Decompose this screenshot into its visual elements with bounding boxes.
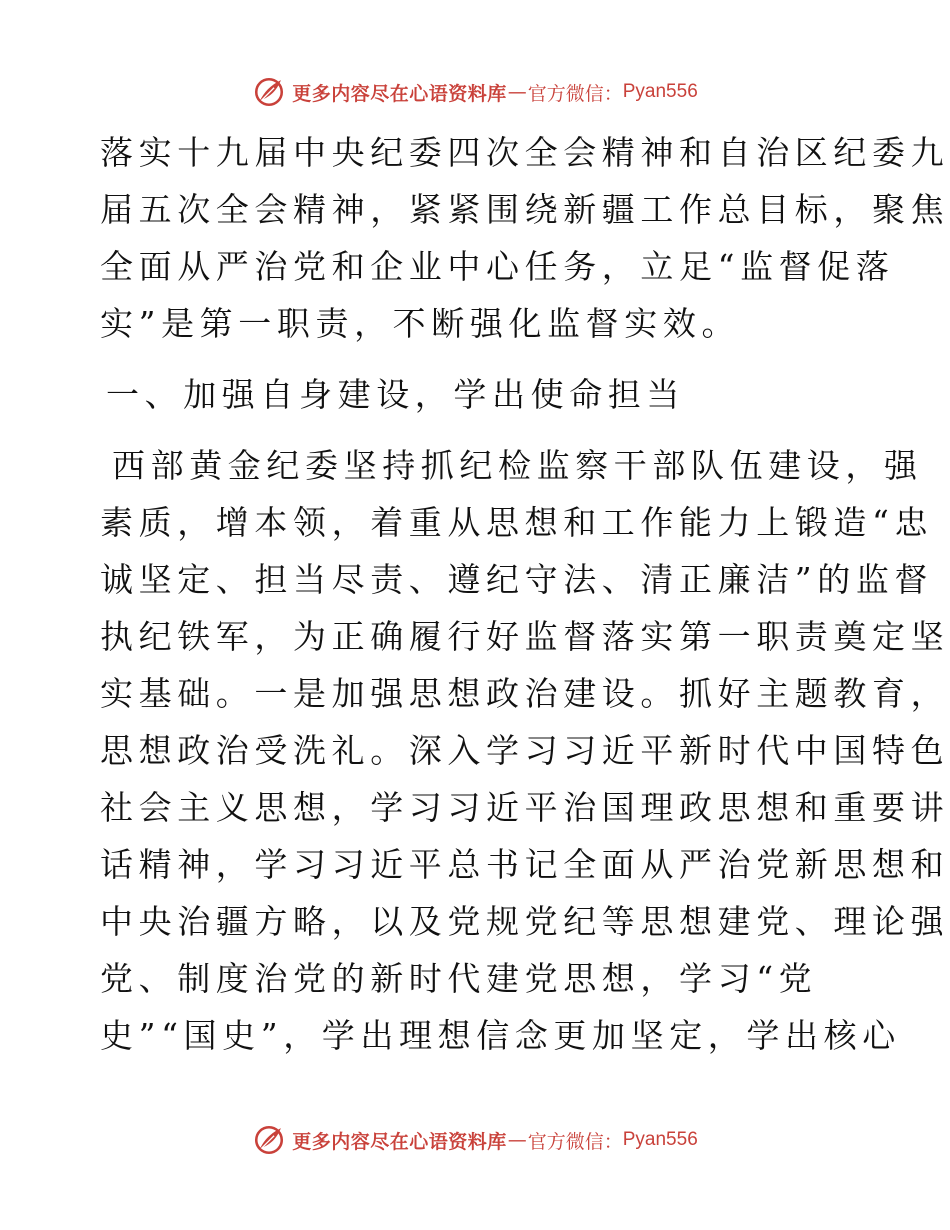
footer-watermark — [0, 1120, 950, 1160]
text-line: 社会主义思想，学习习近平治国理政思想和重要讲 — [100, 788, 950, 827]
text-line: 届五次全会精神，紧紧围绕新疆工作总目标，聚焦 — [100, 190, 950, 229]
text-line: 全面从严治党和企业中心任务，立足“监督促落 — [100, 247, 895, 286]
watermark-wechat-label: 官方微信： — [527, 82, 623, 105]
watermark-separator: — — [507, 81, 527, 103]
body-paragraph — [100, 437, 950, 1064]
watermark-wechat-id: Pyan556 — [622, 1129, 698, 1150]
text-line: 执纪铁军，为正确履行好监督落实第一职责奠定坚 — [100, 617, 950, 656]
text-line: 素质，增本领，着重从思想和工作能力上锻造“忠 — [100, 503, 934, 542]
text-line: 思想政治受洗礼。深入学习习近平新时代中国特色 — [100, 731, 950, 770]
quill-logo-icon — [252, 75, 286, 109]
text-line: 话精神，学习习近平总书记全面从严治党新思想和 — [100, 845, 950, 884]
document-body — [100, 124, 950, 1064]
text-line: 史”“国史”，学出理想信念更加坚定，学出核心 — [100, 1016, 901, 1055]
text-line: 诚坚定、担当尽责、遵纪守法、清正廉洁”的监督 — [100, 560, 934, 599]
text-line: 党、制度治党的新时代建党思想，学习“党 — [100, 959, 818, 998]
intro-paragraph — [100, 124, 950, 352]
watermark-site-text: 更多内容尽在心语资料库 — [292, 82, 507, 105]
watermark-wechat-label: 官方微信： — [527, 1130, 623, 1153]
text-line: 西部黄金纪委坚持抓纪检监察干部队伍建设，强 — [112, 446, 923, 485]
watermark-site-text: 更多内容尽在心语资料库 — [292, 1130, 507, 1153]
text-line: 实基础。一是加强思想政治建设。抓好主题教育， — [100, 674, 950, 713]
text-line: 实”是第一职责，不断强化监督实效。 — [100, 304, 741, 343]
quill-logo-icon — [252, 1123, 286, 1157]
section-heading: 一、加强自身建设，学出使命担当 — [106, 375, 685, 414]
text-line: 中央治疆方略，以及党规党纪等思想建党、理论强 — [100, 902, 950, 941]
text-line: 落实十九届中央纪委四次全会精神和自治区纪委九 — [100, 133, 950, 172]
watermark-separator: — — [507, 1129, 527, 1151]
header-watermark — [0, 72, 950, 112]
watermark-wechat-id: Pyan556 — [622, 81, 698, 102]
